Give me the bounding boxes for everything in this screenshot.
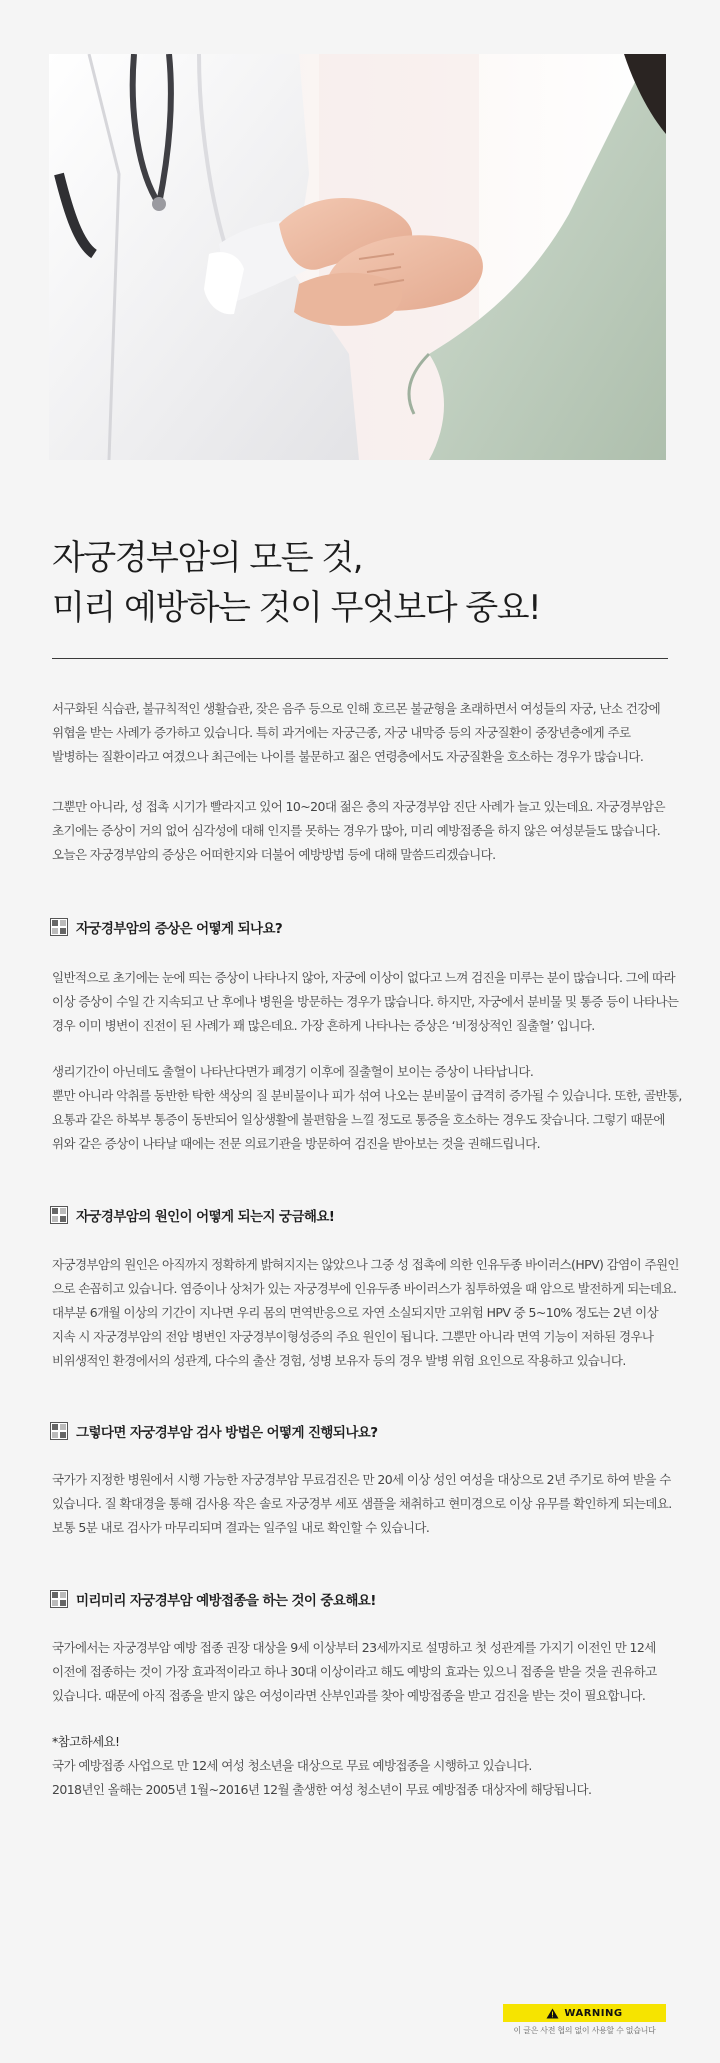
causes-paragraph — [52, 1253, 692, 1373]
text-line: 일반적으로 초기에는 눈에 띄는 증상이 나타나지 않아, 자궁에 이상이 없다고 느껴 검진을 미루는 분이 많습니다. 그에 따라 — [52, 970, 675, 985]
text-line: 비위생적인 환경에서의 성관계, 다수의 출산 경험, 성병 보유자 등의 경우 발병 위험 요인으로 작용하고 있습니다. — [52, 1353, 626, 1368]
text-line: 대부분 6개월 이상의 기간이 지나면 우리 몸의 면역반응으로 자연 소실되지만 고위험 HPV 중 5~10% 정도는 2년 이상 — [52, 1305, 659, 1320]
page-title-line-2: 미리 예방하는 것이 무엇보다 중요! — [52, 587, 541, 628]
symptoms-paragraph-2 — [52, 1060, 692, 1156]
text-line: 지속 시 자궁경부암의 전암 병변인 자궁경부이형성증의 주요 원인이 됩니다. 그뿐만 아니라 면역 기능이 저하된 경우나 — [52, 1329, 654, 1344]
grid-icon — [50, 1590, 68, 1608]
text-line: 자궁경부암의 원인은 아직까지 정확하게 밝혀지지는 않았으나 그중 성 접촉에 의한 인유두종 바이러스(HPV) 감염이 주원인 — [52, 1257, 679, 1272]
text-line: 위협을 받는 사례가 증가하고 있습니다. 특히 과거에는 자궁근종, 자궁 내막증 등의 자궁질환이 중장년층에게 주로 — [52, 725, 631, 740]
hero-image — [49, 54, 666, 460]
text-line: 국가에서는 자궁경부암 예방 접종 권장 대상을 9세 이상부터 23세까지로 설명하고 첫 성관계를 가지기 이전인 만 12세 — [52, 1640, 656, 1655]
warning-note: 이 글은 사전 협의 없이 사용할 수 없습니다 — [513, 2026, 656, 2035]
page-title — [52, 533, 672, 633]
vaccination-note — [52, 1730, 692, 1802]
text-line: 생리기간이 아닌데도 출혈이 나타난다면가 폐경기 이후에 질출혈이 보이는 증상이 나타납니다. — [52, 1064, 534, 1079]
text-line: 요통과 같은 하복부 통증이 동반되어 일상생활에 불편함을 느낄 정도로 통증을 호소하는 경우도 잦습니다. 그렇기 때문에 — [52, 1112, 665, 1127]
grid-icon — [50, 1422, 68, 1440]
text-line: 2018년인 올해는 2005년 1월~2016년 12월 출생한 여성 청소년이 무료 예방접종 대상자에 해당됩니다. — [52, 1782, 592, 1797]
text-line: 국가가 지정한 병원에서 시행 가능한 자궁경부암 무료검진은 만 20세 이상 성인 여성을 대상으로 2년 주기로 하여 받을 수 — [52, 1472, 671, 1487]
text-line: 그뿐만 아니라, 성 접촉 시기가 빨라지고 있어 10~20대 젊은 층의 자궁경부암 진단 사례가 늘고 있는데요. 자궁경부암은 — [52, 799, 666, 814]
title-divider — [52, 658, 668, 659]
text-line: 서구화된 식습관, 불규칙적인 생활습관, 잦은 음주 등으로 인해 호르몬 불균형을 초래하면서 여성들의 자궁, 난소 건강에 — [52, 701, 661, 716]
symptoms-paragraph-1 — [52, 966, 692, 1038]
text-line: 으로 손꼽히고 있습니다. 염증이나 상처가 있는 자궁경부에 인유두종 바이러스가 침투하였을 때 암으로 발전하게 되는데요. — [52, 1281, 677, 1296]
text-line: 국가 예방접종 사업으로 만 12세 여성 청소년을 대상으로 무료 예방접종을 시행하고 있습니다. — [52, 1758, 532, 1773]
section-heading-test-method — [50, 1421, 377, 1441]
section-heading-vaccination — [50, 1589, 376, 1609]
text-line: 초기에는 증상이 거의 없어 심각성에 대해 인지를 못하는 경우가 많아, 미리 예방접종을 하지 않은 여성분들도 많습니다. — [52, 823, 661, 838]
warning-badge — [503, 2004, 666, 2022]
section-heading-text: 자궁경부암의 원인이 어떻게 되는지 궁금해요! — [76, 1209, 335, 1225]
intro-paragraph-2 — [52, 795, 692, 867]
text-line: 오늘은 자궁경부암의 증상은 어떠한지와 더불어 예방방법 등에 대해 말씀드리겠습니다. — [52, 847, 496, 862]
text-line: 있습니다. 때문에 아직 접종을 받지 않은 여성이라면 산부인과를 찾아 예방접종을 받고 검진을 받는 것이 필요합니다. — [52, 1688, 646, 1703]
doctor-holding-hands-illustration — [49, 54, 666, 460]
intro-paragraph-1 — [52, 697, 692, 769]
text-line: 이상 증상이 수일 간 지속되고 난 후에나 병원을 방문하는 경우가 많습니다. 하지만, 자궁에서 분비물 및 통증 등이 나타나는 — [52, 994, 679, 1009]
section-heading-text: 미리미리 자궁경부암 예방접종을 하는 것이 중요해요! — [76, 1593, 376, 1609]
grid-icon — [50, 918, 68, 936]
section-heading-symptoms — [50, 917, 282, 937]
text-line: 발병하는 질환이라고 여겼으나 최근에는 나이를 불문하고 젊은 연령층에서도 자궁질환을 호소하는 경우가 많습니다. — [52, 749, 644, 764]
section-heading-text: 자궁경부암의 증상은 어떻게 되나요? — [76, 921, 283, 937]
text-line: 위와 같은 증상이 나타날 때에는 전문 의료기관을 방문하여 검진을 받아보는 것을 권해드립니다. — [52, 1136, 541, 1151]
text-line: 뿐만 아니라 악취를 동반한 탁한 색상의 질 분비물이나 피가 섞여 나오는 분비물이 급격히 증가될 수 있습니다. 또한, 골반통, — [52, 1088, 682, 1103]
section-heading-text: 그렇다면 자궁경부암 검사 방법은 어떻게 진행되나요? — [76, 1425, 378, 1441]
page-title-line-1: 자궁경부암의 모든 것, — [52, 537, 363, 578]
text-line: 이전에 접종하는 것이 가장 효과적이라고 하나 30대 이상이라고 해도 예방의 효과는 있으니 접종을 받을 것을 권유하고 — [52, 1664, 657, 1679]
vaccination-paragraph — [52, 1636, 692, 1708]
test-method-paragraph — [52, 1468, 692, 1540]
grid-icon — [50, 1206, 68, 1224]
text-line: 경우 이미 병변이 진전이 된 사례가 꽤 많은데요. 가장 흔하게 나타나는 증상은 ‘비정상적인 질출혈’ 입니다. — [52, 1018, 595, 1033]
note-label: *참고하세요! — [52, 1734, 120, 1749]
warning-triangle-icon — [546, 2008, 559, 2019]
warning-label: WARNING — [564, 2007, 623, 2019]
text-line: 보통 5분 내로 검사가 마무리되며 결과는 일주일 내로 확인할 수 있습니다. — [52, 1520, 430, 1535]
section-heading-causes — [50, 1205, 334, 1225]
text-line: 있습니다. 질 확대경을 통해 검사용 작은 솔로 자궁경부 세포 샘플을 채취하고 현미경으로 이상 유무를 확인하게 되는데요. — [52, 1496, 672, 1511]
